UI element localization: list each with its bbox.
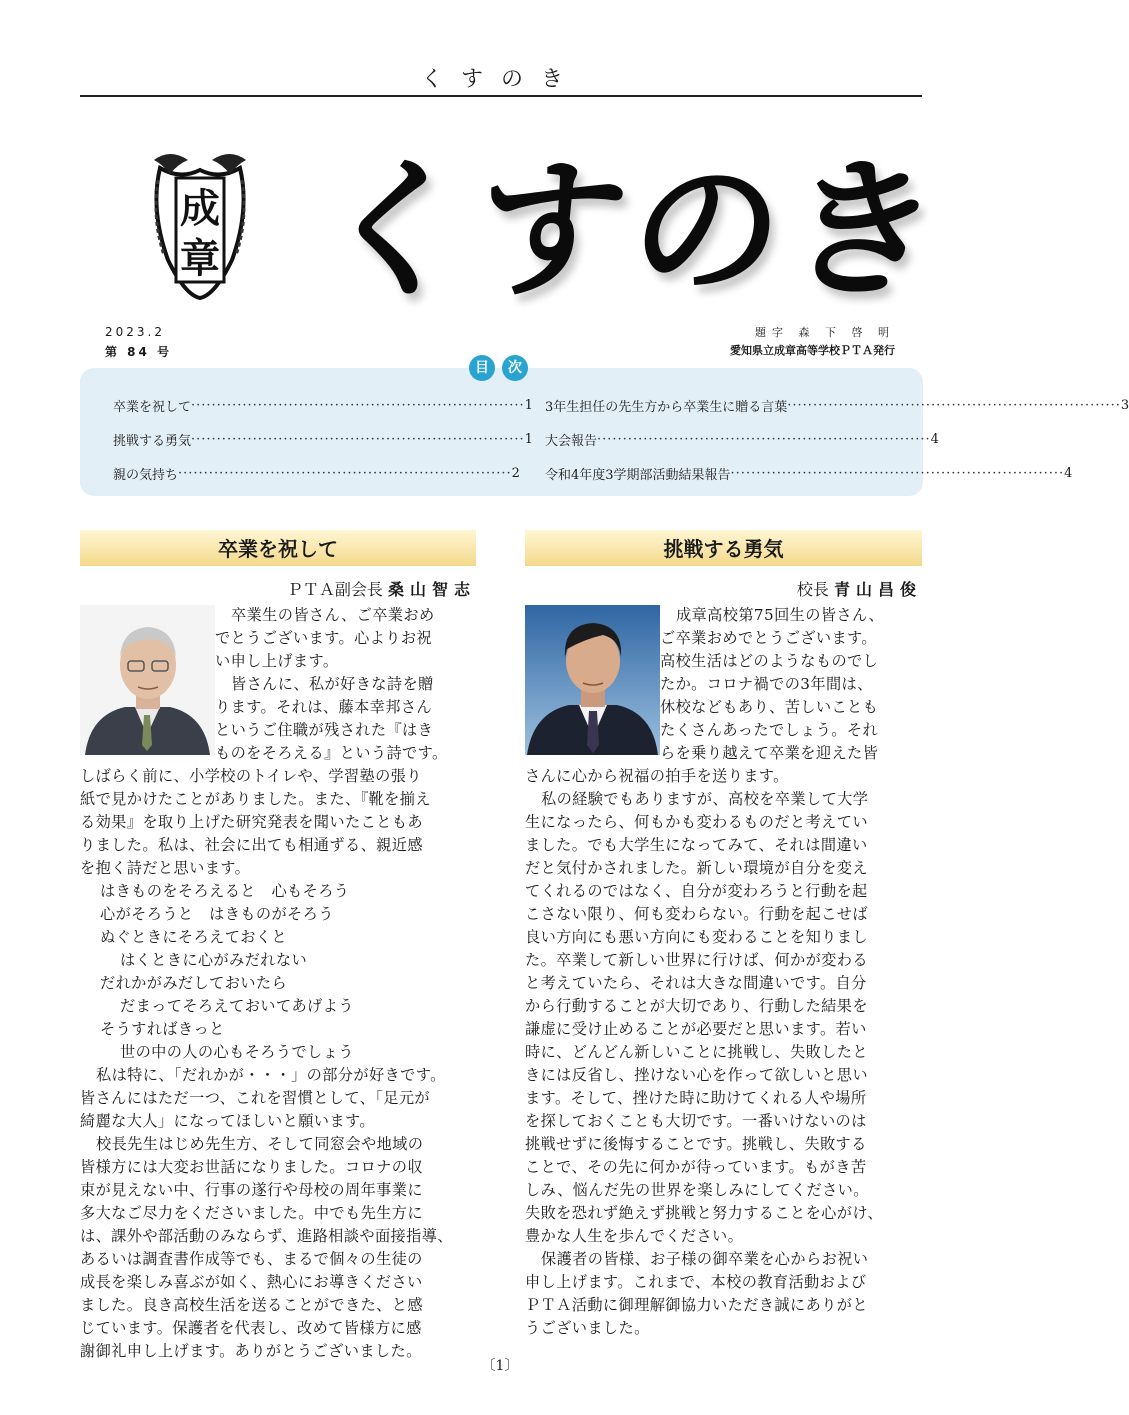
paragraph-line: ります。それは、藤本幸邦さん: [215, 698, 433, 716]
paragraph-line: 束が見えない中、行事の遂行や母校の周年事業に: [80, 1181, 423, 1199]
paragraph-line: 紙で見かけたことがありました。また、『靴を揃え: [80, 790, 431, 808]
toc-entry-title: 令和4年度3学期部活動結果報告: [545, 468, 731, 483]
toc-badge: 目: [469, 355, 495, 381]
paragraph-line: を抱く詩だと思います。: [80, 859, 251, 877]
author-photo: [525, 605, 660, 755]
paragraph-line: あるいは調査書作成等でも、まるで個々の生徒の: [80, 1250, 423, 1268]
paragraph-line: ものをそろえる』という詩です。: [215, 744, 448, 762]
author-role: 校長: [796, 580, 829, 599]
author-role: ＰＴＡ副会長: [286, 580, 383, 599]
paragraph-line: ました。でも大学生になってみて、それは間違い: [525, 836, 868, 854]
paragraph-line: た。卒業して新しい世界に行けば、何かが変わる: [525, 951, 868, 969]
toc-entry[interactable]: 挑戦する勇気 ································································· 1: [113, 432, 533, 449]
running-head: くすのき: [420, 67, 581, 92]
paragraph-line: から行動することが大切であり、行動した結果を: [525, 997, 868, 1015]
paragraph-line: 成章高校第75回生の皆さん、: [676, 606, 885, 624]
paragraph-line: らを乗り越えて卒業を迎えた皆: [660, 744, 879, 762]
paragraph-line: 卒業生の皆さん、ご卒業おめ: [231, 606, 435, 624]
paragraph-line: てくれるのではなく、自分が変わろうと行動を起: [525, 882, 868, 900]
publisher: 愛知県立成章高等学校ＰＴＡ発行: [730, 344, 895, 357]
toc-entry-page: 1: [524, 432, 533, 447]
byline: [525, 577, 922, 600]
paragraph-line: うございました。: [525, 1319, 650, 1337]
paragraph-line: というご住職が残された『はき: [215, 721, 434, 739]
toc-entry[interactable]: 大会報告 ································································· 4: [545, 432, 939, 449]
paragraph-line: 挑戦せずに後悔することです。挑戦し、失敗する: [525, 1135, 867, 1153]
school-crest-logo: [150, 150, 250, 300]
paragraph-line: 保護者の皆様、お子様の御卒業を心からお祝い: [541, 1250, 869, 1268]
toc-entry[interactable]: 親の気持ち ································································· 2: [113, 466, 520, 483]
paragraph-line: でとうございます。心よりお祝: [215, 629, 433, 647]
page-number: 〔1〕: [481, 1358, 519, 1374]
poem-line: そうすればきっと: [100, 1020, 225, 1038]
poem-line: だまってそろえておいてあげよう: [120, 997, 354, 1015]
paragraph-line: 豊かな人生を歩んでください。: [525, 1227, 744, 1245]
toc-entry-title: 卒業を祝して: [113, 400, 192, 415]
paragraph-line: 皆様方には大変お世話になりました。コロナの収: [80, 1158, 423, 1176]
paragraph-line: 謝御礼申し上げます。ありがとうございました。: [80, 1342, 422, 1360]
article-title: 挑戦する勇気: [525, 530, 922, 566]
article-body: [80, 765, 477, 1363]
crest-char-1: 成: [180, 186, 220, 232]
paragraph-line: る効果』を取り上げた研究発表を聞いたこともあ: [80, 813, 423, 831]
poem-line: だれかがみだしておいたら: [100, 974, 288, 992]
paragraph-line: 多大なご尽力をくださいました。中でも先生方に: [80, 1204, 423, 1222]
paragraph-line: たか。コロナ禍での3年間は、: [660, 675, 873, 693]
paragraph-line: 時に、どんどん新しいことに挑戦し、失敗したと: [525, 1043, 868, 1061]
poem-line: はきものをそろえると 心もそろう: [100, 882, 350, 900]
article-body: [525, 765, 922, 1340]
paragraph-line: 私の経験でもありますが、高校を卒業して大学: [541, 790, 869, 808]
header-divider: [80, 95, 922, 97]
byline: [80, 577, 476, 600]
toc-entry[interactable]: 令和4年度3学期部活動結果報告 ································································· 4: [545, 466, 1073, 483]
article-body-beside-photo: [660, 604, 922, 765]
author-photo: [80, 605, 215, 755]
toc-entry-title: 3年生担任の先生方から卒業生に贈る言葉: [545, 400, 788, 415]
masthead-title: くすのき: [310, 142, 954, 318]
paragraph-line: い申し上げます。: [215, 652, 339, 670]
paragraph-line: 失敗を恐れず絶えず挑戦と努力することを心がけ、: [525, 1204, 883, 1222]
poem-line: はくときに心がみだれない: [120, 951, 308, 969]
paragraph-line: りました。私は、社会に出ても相通ずる、親近感: [80, 836, 423, 854]
paragraph-line: しばらく前に、小学校のトイレや、学習塾の張り: [80, 767, 422, 785]
calligrapher-credit: 題字 森 下 啓 明: [755, 326, 895, 339]
paragraph-line: きには反省し、挫けない心を作って欲しいと思い: [525, 1066, 868, 1084]
poem-line: ぬぐときにそろえておくと: [100, 928, 288, 946]
paragraph-line: 生になったら、何もかも変わるものだと考えてい: [525, 813, 868, 831]
paragraph-line: は、課外や部活動のみならず、進路相談や面接指導、: [80, 1227, 453, 1245]
paragraph-line: と考えていたら、それは大きな間違いです。自分: [525, 974, 867, 992]
poem-line: 世の中の人の心もそろうでしょう: [120, 1043, 354, 1061]
paragraph-line: ＰＴＡ活動に御理解御協力いただき誠にありがと: [525, 1296, 868, 1314]
article-body-beside-photo: [215, 604, 477, 765]
paragraph-line: 成長を楽しみ喜ぶが如く、熱心にお導きください: [80, 1273, 423, 1291]
toc-entry-title: 大会報告: [545, 434, 598, 449]
author-name: 青山昌俊: [833, 580, 922, 599]
paragraph-line: 私は特に、「だれかが・・・」の部分が好きです。: [96, 1066, 446, 1084]
paragraph-line: しみ、悩んだ先の世界を楽しみにしてください。: [525, 1181, 869, 1199]
toc-entry-title: 親の気持ち: [113, 468, 179, 483]
toc-entry[interactable]: 卒業を祝して ································································· 1: [113, 398, 533, 415]
paragraph-line: 校長先生はじめ先生方、そして同窓会や地域の: [96, 1135, 424, 1153]
paragraph-line: 申し上げます。これまで、本校の教育活動および: [525, 1273, 867, 1291]
toc-entry-page: 4: [930, 432, 939, 447]
author-name: 桑山智志: [387, 580, 476, 599]
toc-badge: 次: [502, 355, 528, 381]
toc-entry-page: 4: [1064, 466, 1073, 481]
paragraph-line: たくさんあったでしょう。それ: [660, 721, 879, 739]
issue-date: 2023.2: [105, 325, 165, 339]
paragraph-line: 謙虚に受け止めることが必要だと思います。若い: [525, 1020, 867, 1038]
paragraph-line: 綺麗な大人」になってほしいと願います。: [80, 1112, 375, 1130]
paragraph-line: 皆さんにはただ一つ、これを習慣として、「足元が: [80, 1089, 431, 1107]
paragraph-line: を探しておくことも大切です。一番いけないのは: [525, 1112, 867, 1130]
paragraph-line: 皆さんに、私が好きな詩を贈: [231, 675, 434, 693]
article-title: 卒業を祝して: [80, 530, 476, 566]
poem-line: 心がそろうと はきものがそろう: [100, 905, 334, 923]
crest-char-2: 章: [180, 236, 220, 282]
paragraph-line: こさない限り、何も変わらない。行動を起こせば: [525, 905, 868, 923]
paragraph-line: さんに心から祝福の拍手を送ります。: [525, 767, 789, 785]
issue-number: 第 84 号: [105, 345, 173, 359]
toc-entry-title: 挑戦する勇気: [113, 434, 192, 449]
paragraph-line: 良い方向にも悪い方向にも変わることを知りまし: [525, 928, 868, 946]
paragraph-line: ご卒業おめでとうございます。: [660, 629, 878, 647]
paragraph-line: 高校生活はどのようなものでし: [660, 652, 879, 670]
paragraph-line: 休校などもあり、苦しいことも: [660, 698, 879, 716]
paragraph-line: じています。保護者を代表し、改めて皆様方に感: [80, 1319, 422, 1337]
paragraph-line: ます。そして、挫けた時に助けてくれる人や場所: [525, 1089, 867, 1107]
toc-entry[interactable]: 3年生担任の先生方から卒業生に贈る言葉 ································································· 3: [545, 398, 1129, 415]
paragraph-line: ことで、その先に何かが待っています。もがき苦: [525, 1158, 867, 1176]
paragraph-line: ました。良き高校生活を送ることができた、と感: [80, 1296, 423, 1314]
paragraph-line: だと気付かされました。新しい環境が自分を変え: [525, 859, 868, 877]
toc-entry-page: 2: [511, 466, 520, 481]
toc-entry-page: 1: [524, 398, 533, 413]
toc-entry-page: 3: [1120, 398, 1129, 413]
